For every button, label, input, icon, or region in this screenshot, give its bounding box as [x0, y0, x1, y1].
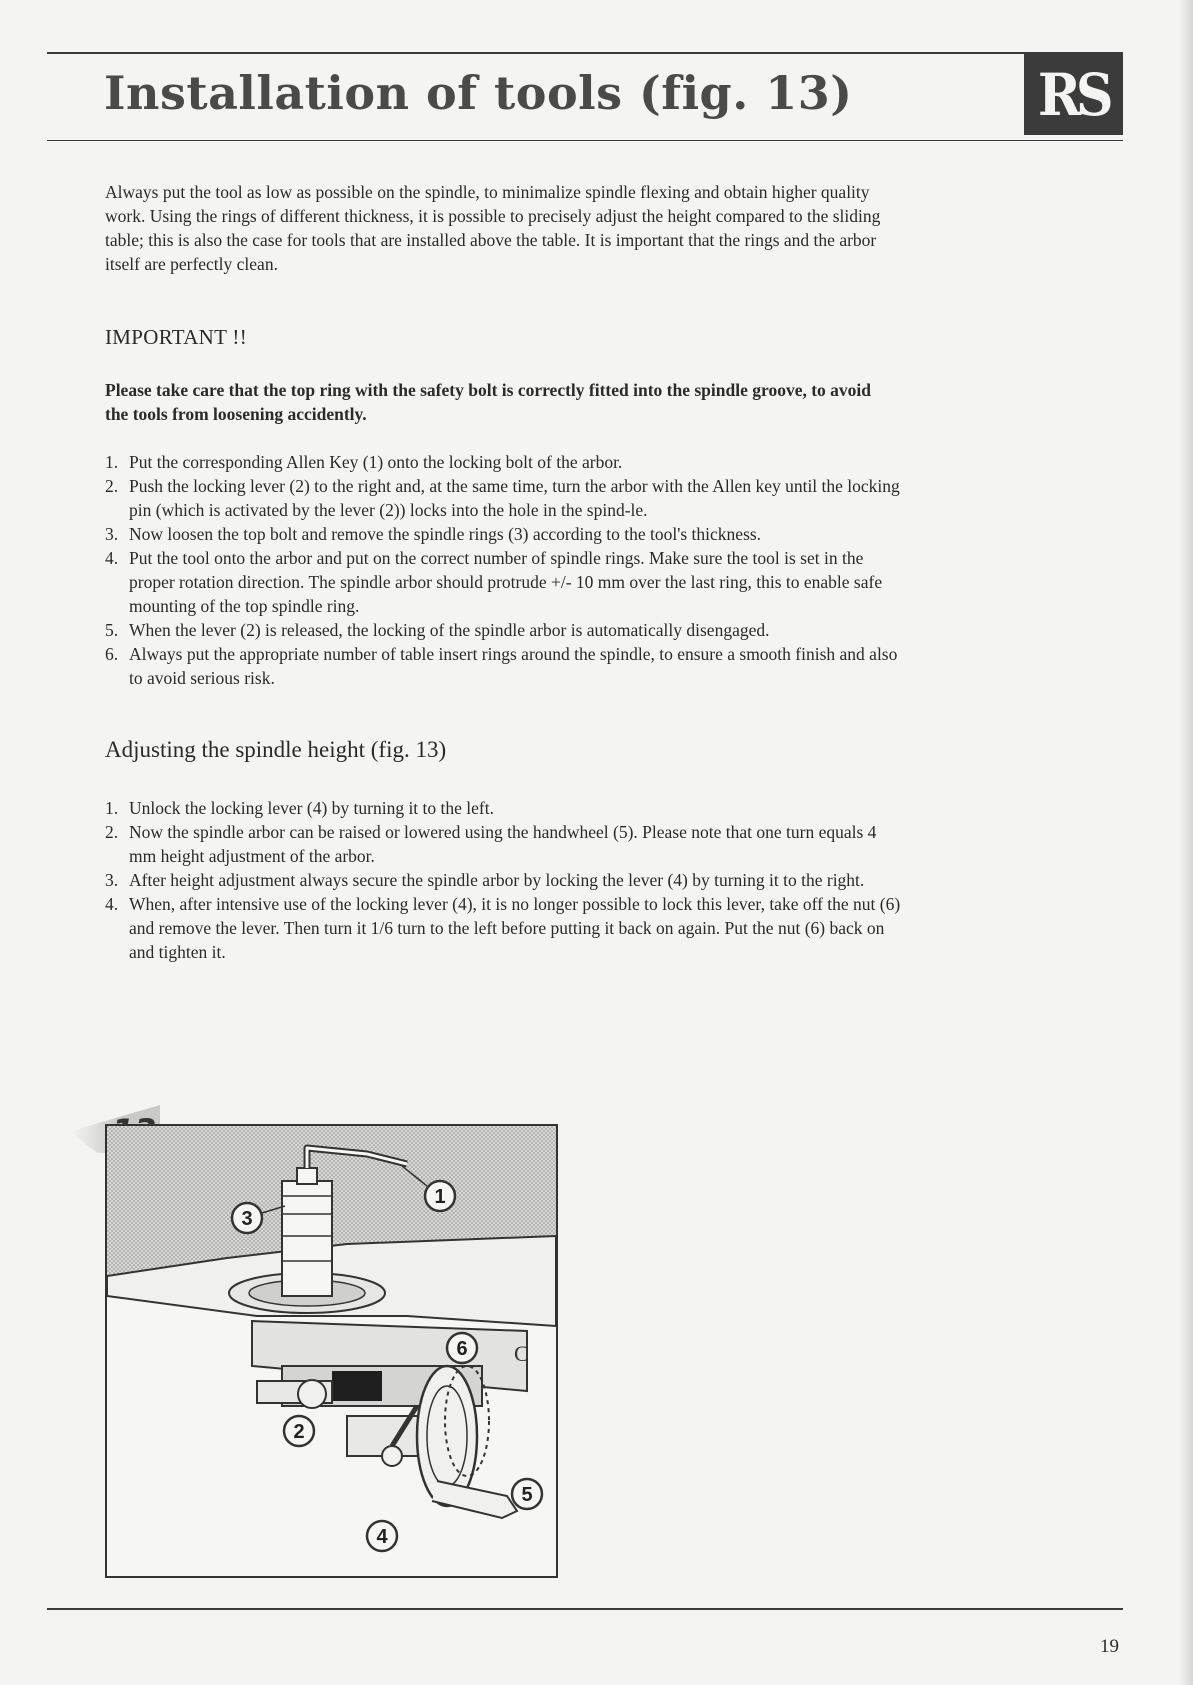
- callout-5: [512, 1479, 542, 1509]
- step-text: When the lever (2) is released, the locking of the spindle arbor is automatically disengaged.: [129, 620, 770, 640]
- footer-rule: [47, 1608, 1123, 1610]
- list-item: [105, 796, 905, 820]
- callout-label: 2: [293, 1421, 305, 1443]
- callout-label: 3: [241, 1208, 253, 1230]
- step-text: Now loosen the top bolt and remove the spindle rings (3) according to the tool's thickness.: [129, 524, 762, 544]
- step-text: When, after intensive use of the locking lever (4), it is no longer possible to lock this lever, take off the nut (6) and remove the lever. Then turn it 1/6 turn to the left before putting it back on again. Put the nut (6) back on and tighten it.: [129, 894, 901, 962]
- step-number: 6.: [105, 644, 119, 664]
- step-number: 1.: [105, 452, 119, 472]
- step-text: Always put the appropriate number of table insert rings around the spindle, to ensure a smooth finish and also to avoid serious risk.: [129, 644, 898, 688]
- page-title: Installation of tools (fig. 13): [104, 66, 853, 120]
- step-number: 1.: [105, 798, 119, 818]
- callout-1: [425, 1181, 455, 1211]
- callout-label: 5: [521, 1484, 533, 1506]
- locking-lever-4-knob: [382, 1446, 402, 1466]
- list-item: [105, 450, 905, 474]
- installation-steps: [105, 450, 905, 690]
- step-number: 5.: [105, 620, 119, 640]
- callout-4: [367, 1521, 397, 1551]
- list-item: [105, 642, 905, 690]
- page-edge-shadow: [1179, 0, 1193, 1685]
- step-text: Unlock the locking lever (4) by turning it to the left.: [129, 798, 494, 818]
- callout-3: [232, 1203, 262, 1233]
- step-number: 4.: [105, 548, 119, 568]
- step-text: Now the spindle arbor can be raised or lowered using the handwheel (5). Please note that one turn equals 4 mm height adjustment of the arbor.: [129, 822, 877, 866]
- callout-6: [447, 1333, 477, 1363]
- spindle-height-heading: Adjusting the spindle height (fig. 13): [105, 737, 447, 762]
- step-text: Push the locking lever (2) to the right and, at the same time, turn the arbor with the Allen key until the locking pin (which is activated by the lever (2)) locks into the hole in the spind-le.: [129, 476, 900, 520]
- locking-lever-knob: [298, 1380, 326, 1408]
- step-text: After height adjustment always secure the spindle arbor by locking the lever (4) by turning it to the right.: [129, 870, 865, 890]
- handwheel-handle: [432, 1481, 517, 1518]
- spindle-drawing: [107, 1126, 556, 1576]
- list-item: [105, 522, 905, 546]
- side-letter: C: [514, 1341, 529, 1366]
- spindle-illustration: [105, 1124, 558, 1578]
- step-number: 2.: [105, 476, 119, 496]
- callout-2: [284, 1416, 314, 1446]
- list-item: [105, 892, 905, 964]
- list-item: [105, 546, 905, 618]
- callout-label: 6: [456, 1338, 468, 1360]
- spindle-arbor: [282, 1181, 332, 1296]
- step-number: 2.: [105, 822, 119, 842]
- housing-shadow: [332, 1371, 382, 1401]
- step-text: Put the tool onto the arbor and put on the correct number of spindle rings. Make sure the tool is set in the proper rotation direction. The spindle arbor should protrude +/- 10 mm over the last ring, this to enable safe mounting of the top spindle ring.: [129, 548, 883, 616]
- list-item: [105, 474, 905, 522]
- list-item: [105, 618, 905, 642]
- step-number: 4.: [105, 894, 119, 914]
- height-steps: [105, 796, 905, 964]
- important-heading: IMPORTANT !!: [105, 325, 248, 349]
- callout-label: 4: [376, 1526, 388, 1548]
- list-item: [105, 820, 905, 868]
- intro-paragraph: Always put the tool as low as possible on the spindle, to minimalize spindle flexing and obtain higher quality work. Using the rings of different thickness, it is possible to precisely adjust the height compared to the sliding table; this is also the case for tools that are installed above the table. It is important that the rings and the arbor itself are perfectly clean.: [105, 182, 881, 274]
- callout-label: 1: [434, 1186, 446, 1208]
- top-bolt: [297, 1168, 317, 1184]
- brand-logo: [1024, 54, 1123, 135]
- page-number: 19: [1100, 1636, 1119, 1657]
- safety-warning: Please take care that the top ring with the safety bolt is correctly fitted into the spindle groove, to avoid the tools from loosening accidently.: [105, 380, 872, 424]
- brand-logo-text: RS: [1038, 60, 1109, 129]
- step-number: 3.: [105, 870, 119, 890]
- step-number: 3.: [105, 524, 119, 544]
- step-text: Put the corresponding Allen Key (1) onto the locking bolt of the arbor.: [129, 452, 623, 472]
- list-item: [105, 868, 905, 892]
- header-rule-top: [47, 52, 1123, 54]
- header-rule-bottom: [47, 140, 1123, 141]
